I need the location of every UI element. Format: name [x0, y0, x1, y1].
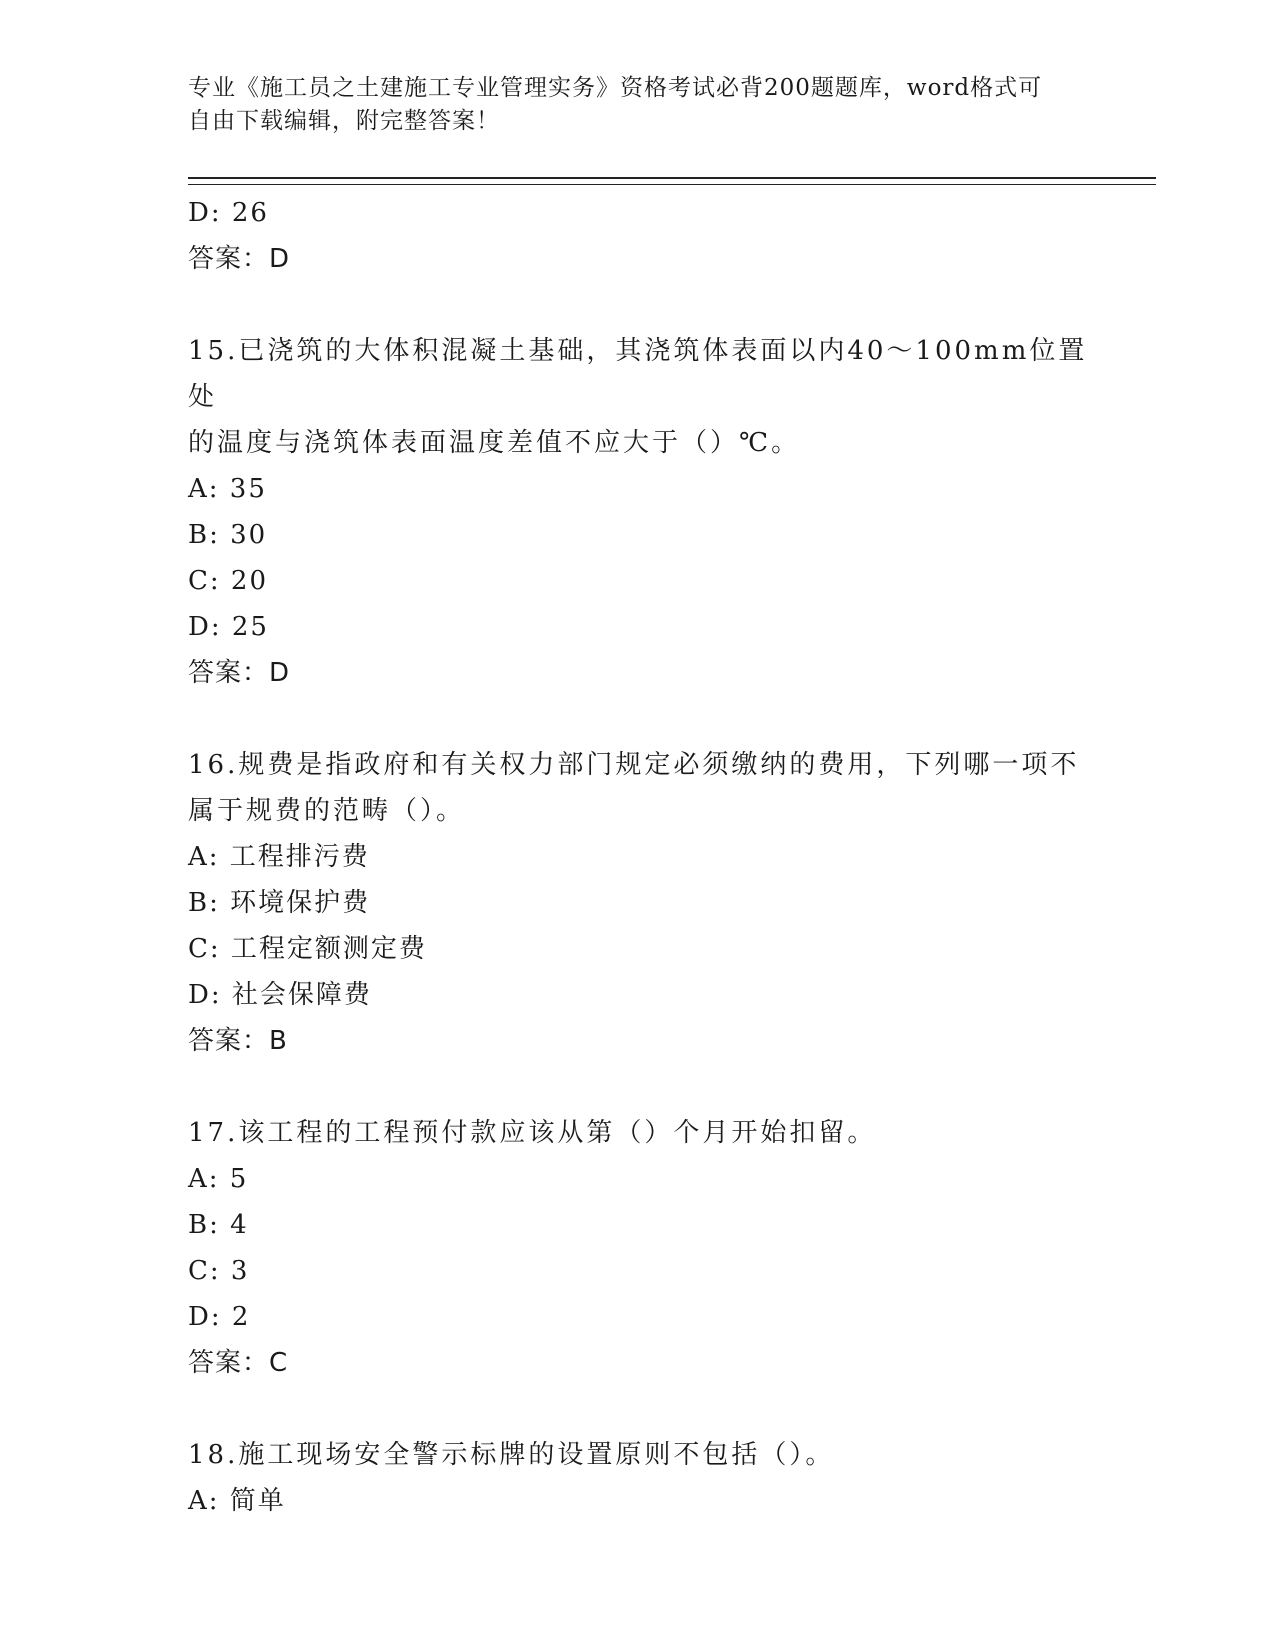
question-16 — [188, 742, 1088, 834]
spacer — [188, 1064, 1088, 1110]
q15-option-b: B: 30 — [188, 520, 268, 550]
q18-option-a: A: 简单 — [188, 1486, 286, 1516]
q17-option-b: B: 4 — [188, 1210, 249, 1240]
q15-answer: 答案：D — [188, 658, 291, 688]
q16-option-b: B: 环境保护费 — [188, 888, 371, 918]
q16-option-c: C: 工程定额测定费 — [188, 934, 427, 964]
spacer — [188, 1386, 1088, 1432]
q15-option-a: A: 35 — [188, 474, 267, 504]
header-line-1: 专业《施工员之土建施工专业管理实务》资格考试必背200题题库，word格式可 — [188, 75, 1043, 101]
question-15-line-2: 的温度与浇筑体表面温度差值不应大于（）℃。 — [188, 428, 801, 458]
q17-answer: 答案：C — [188, 1348, 289, 1378]
question-content — [188, 190, 1088, 1524]
prev-answer: 答案：D — [188, 244, 291, 274]
q16-option-d: D: 社会保障费 — [188, 980, 372, 1010]
q17-option-d: D: 2 — [188, 1302, 251, 1332]
question-15-line-1: 15.已浇筑的大体积混凝土基础，其浇筑体表面以内40～100mm位置处 — [188, 336, 1088, 412]
question-18 — [188, 1432, 1088, 1478]
q16-option-a: A: 工程排污费 — [188, 842, 370, 872]
question-17 — [188, 1110, 1088, 1156]
q15-option-d: D: 25 — [188, 612, 269, 642]
q17-option-a: A: 5 — [188, 1164, 249, 1194]
question-16-line-1: 16.规费是指政府和有关权力部门规定必须缴纳的费用，下列哪一项不 — [188, 750, 1080, 780]
prev-option-d: D: 26 — [188, 198, 269, 228]
q15-option-c: C: 20 — [188, 566, 269, 596]
spacer — [188, 282, 1088, 328]
header-divider — [188, 177, 1156, 185]
q17-option-c: C: 3 — [188, 1256, 250, 1286]
question-17-line-1: 17.该工程的工程预付款应该从第（）个月开始扣留。 — [188, 1118, 877, 1148]
page-header — [188, 72, 1068, 138]
question-15 — [188, 328, 1088, 466]
q16-answer: 答案：B — [188, 1026, 288, 1056]
question-18-line-1: 18.施工现场安全警示标牌的设置原则不包括（）。 — [188, 1440, 835, 1470]
spacer — [188, 696, 1088, 742]
question-16-line-2: 属于规费的范畴（）。 — [188, 796, 466, 826]
header-line-2: 自由下载编辑，附完整答案！ — [188, 108, 500, 134]
